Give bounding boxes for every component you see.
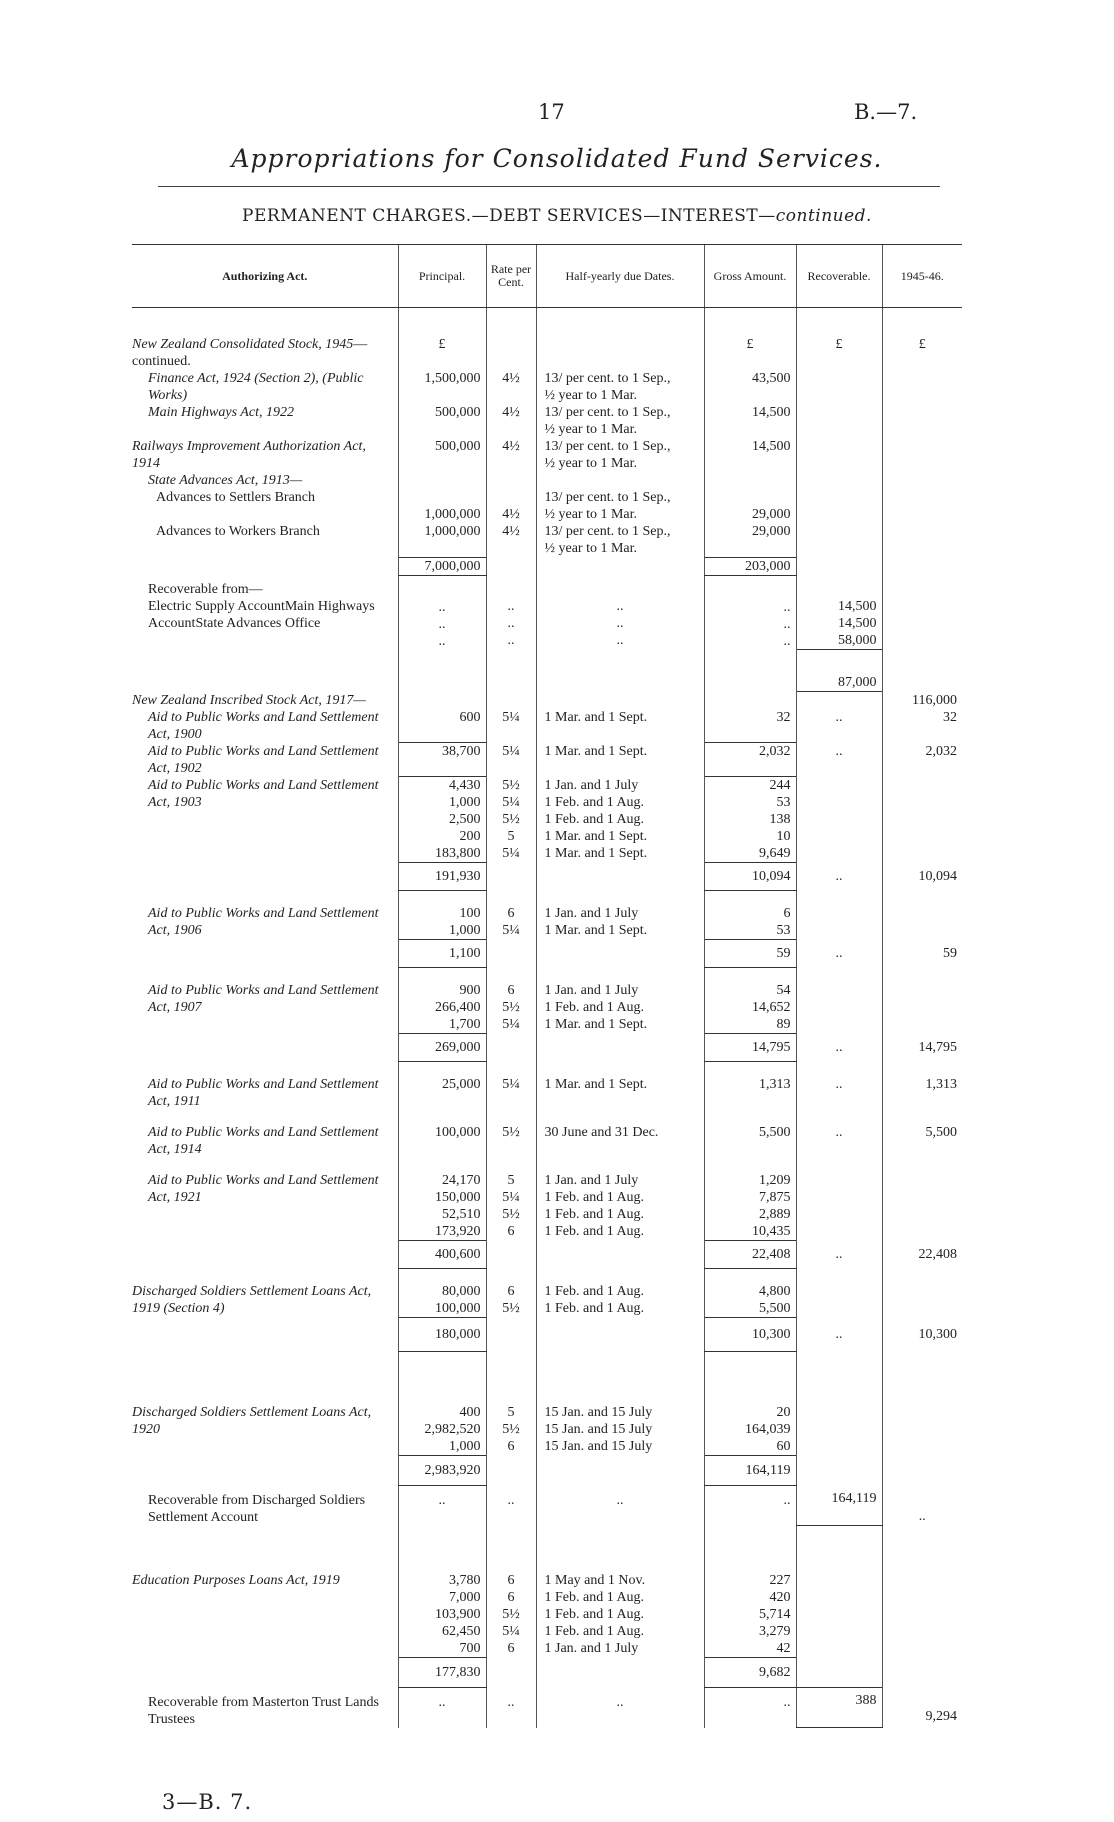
nzis-act: Education Purposes Loans Act, 1919	[132, 1573, 340, 1588]
table-row: Aid to Public Works and Land Settlement Act, 1907 900 266,400 1,700 6 5½ 5¼ 1 Jan. and 1 July 1 Feb. and 1 Aug. 1 Mar. and 1 Sept. 54 14,652 89	[132, 982, 962, 1034]
nzis-title: New Zealand Inscribed Stock Act, 1917—	[132, 692, 366, 708]
currency-symbol: £	[796, 336, 882, 370]
table-total-row: 1,100 59 .. 59	[132, 940, 962, 968]
table-row	[132, 404, 962, 438]
table-row: Recoverable from— Electric Supply AccountMain Highways AccountState Advances Office .. .. .. .. .. .. .. .. .. .. .. .. 14,500 14,500 58,000	[132, 575, 962, 650]
recoverable-amount: 14,500	[838, 599, 877, 614]
year-amount: 1,313	[882, 1076, 962, 1110]
table-row: Discharged Soldiers Settlement Loans Act, 1919 (Section 4) 80,000 100,000 6 5½ 1 Feb. and 1 Aug. 1 Feb. and 1 Aug. 4,800 5,500	[132, 1283, 962, 1318]
nzcs-title: New Zealand Consolidated Stock, 1945	[132, 337, 354, 352]
nzis-act: Aid to Public Works and Land Settlement Act, 1902	[148, 743, 379, 776]
table-row	[132, 336, 962, 370]
table-row: Recoverable from Discharged Soldiers Settlement Account .. .. .. .. 164,119 ..	[132, 1486, 962, 1526]
recoverable-amount: 58,000	[838, 633, 877, 648]
year-amount: 2,032	[882, 743, 962, 777]
year-amount: 10,094	[882, 863, 962, 891]
recoverable-heading: Recoverable from—	[148, 582, 263, 597]
due-date: 13/ per cent. to 1 Sep.,	[544, 371, 671, 386]
page-reference: B.—7.	[854, 100, 918, 124]
rate: 4½	[486, 523, 536, 557]
rate: 5¼	[486, 709, 536, 743]
principal: 1,000,000	[398, 472, 486, 523]
principal-total: 7,000,000	[398, 557, 486, 575]
col-header-dates: Half-yearly due Dates.	[536, 245, 704, 308]
gross-total: 59	[704, 940, 796, 968]
principal-total: 400,600	[398, 1241, 486, 1269]
recoverable-amount: 388	[796, 1688, 882, 1728]
year-amount: 10,300	[882, 1318, 962, 1352]
gross-total: 9,682	[704, 1658, 796, 1688]
nzcs-act: Advances to Settlers Branch	[156, 490, 316, 505]
recoverable-item: Electric Supply Account	[148, 599, 285, 614]
nzis-act: Aid to Public Works and Land Settlement Act, 1911	[148, 1077, 379, 1109]
recoverable-masterton: Recoverable from Masterton Trust Lands Trustees	[148, 1694, 379, 1727]
table-row: Aid to Public Works and Land Settlement Act, 1903 4,430 1,000 2,500 200 183,800 5½ 5¼ 5½ 5 5¼ 1 Jan. and 1 July 1 Feb. and 1 Aug. 1 Feb. and 1 Aug. 1 Mar. and 1 Sept. 1 Mar. and 1 Sept. 244 53 138 10 9,649	[132, 777, 962, 863]
table-row	[132, 438, 962, 472]
rate: 4½	[486, 404, 536, 438]
due-date: 13/ per cent. to 1 Sep.,	[544, 439, 671, 454]
title-rule	[158, 186, 940, 187]
year-amount: 5,500	[882, 1124, 962, 1158]
gross-total: 22,408	[704, 1241, 796, 1269]
principal: 38,700	[398, 743, 486, 777]
nzcs-act: Finance Act, 1924 (Section 2), (Public Works)	[148, 371, 364, 403]
principal: 600	[398, 709, 486, 743]
rate: 5½	[486, 1124, 536, 1158]
gross-amount: 29,000	[704, 523, 796, 557]
page-title: Appropriations for Consolidated Fund Services.	[231, 144, 883, 173]
gross-amount: 5,500	[704, 1124, 796, 1158]
currency-symbol: £	[398, 336, 486, 370]
nzcs-act: Main Highways Act, 1922	[148, 405, 294, 420]
table-row: Aid to Public Works and Land Settlement Act, 1914 100,000 5½ 30 June and 31 Dec. 5,500 .. 5,500	[132, 1124, 962, 1158]
due-date: ½ year to 1 Mar.	[544, 422, 638, 437]
rate: 4½	[486, 438, 536, 472]
table-row: Discharged Soldiers Settlement Loans Act, 1920 400 2,982,520 1,000 5 5½ 6 15 Jan. and 15 July 15 Jan. and 15 July 15 Jan. and 15 July 20 164,039 60	[132, 1404, 962, 1456]
state-advances-heading: State Advances Act, 1913—	[148, 473, 303, 488]
currency-symbol: £	[704, 336, 796, 370]
rate: 4½	[486, 370, 536, 404]
rate: 4½	[486, 472, 536, 523]
principal-total: 180,000	[398, 1318, 486, 1352]
gross-amount: 1,313	[704, 1076, 796, 1110]
col-header-act: Authorizing Act.	[132, 245, 398, 308]
currency-symbol: £	[882, 336, 962, 370]
nzcs-act: Railways Improvement Authorization Act, 1914	[132, 439, 366, 471]
table-row: Aid to Public Works and Land Settlement Act, 1906 100 1,000 6 5¼ 1 Jan. and 1 July 1 Mar. and 1 Sept. 6 53	[132, 905, 962, 940]
year-amount: 9,294	[882, 1688, 962, 1728]
table-row: Education Purposes Loans Act, 1919 3,780 7,000 103,900 62,450 700 6 6 5½ 5¼ 6 1 May and 1 Nov. 1 Feb. and 1 Aug. 1 Feb. and 1 Aug. 1 Feb. and 1 Aug. 1 Jan. and 1 July 227 420 5,714 3,279 42	[132, 1572, 962, 1658]
gross-total: 14,795	[704, 1034, 796, 1062]
due-date: ½ year to 1 Mar.	[544, 388, 638, 403]
gross-amount: 2,032	[704, 743, 796, 777]
col-header-gross: Gross Amount.	[704, 245, 796, 308]
due-date: 13/ per cent. to 1 Sep.,	[544, 405, 671, 420]
table-row: Recoverable from Masterton Trust Lands Trustees .. .. .. .. 388 9,294	[132, 1688, 962, 1728]
gross-total: 10,094	[704, 863, 796, 891]
recoverable-total: 87,000	[796, 650, 882, 692]
appropriations-table	[132, 244, 962, 1728]
table-total-row: 400,600 22,408 .. 22,408	[132, 1241, 962, 1269]
year-amount: 32	[882, 709, 962, 743]
due-date: ½ year to 1 Mar.	[544, 456, 638, 471]
gross-amount: 43,500	[704, 370, 796, 404]
recoverable-amount: 14,500	[838, 616, 877, 631]
col-header-year: 1945-46.	[882, 245, 962, 308]
col-header-principal: Principal.	[398, 245, 486, 308]
gross-amount: 14,500	[704, 438, 796, 472]
table-total-row	[132, 557, 962, 575]
table-header-row	[132, 245, 962, 308]
principal-total: 269,000	[398, 1034, 486, 1062]
nzis-act: Aid to Public Works and Land Settlement Act, 1900	[148, 709, 379, 742]
year-amount: 14,795	[882, 1034, 962, 1062]
page-footer: 3—B. 7.	[162, 1790, 253, 1814]
table-row: Aid to Public Works and Land Settlement Act, 1900 600 5¼ 1 Mar. and 1 Sept. 32 .. 32	[132, 709, 962, 743]
nzis-act: Discharged Soldiers Settlement Loans Act, 1920	[132, 1405, 372, 1437]
table-total-row	[132, 1456, 962, 1486]
gross-total: 10,300	[704, 1318, 796, 1352]
table-total-row	[132, 1658, 962, 1688]
principal-total: 1,100	[398, 940, 486, 968]
table-row	[132, 472, 962, 523]
table-total-row: 269,000 14,795 .. 14,795	[132, 1034, 962, 1062]
due-date: ½ year to 1 Mar.	[544, 541, 638, 556]
gross-amount: 32	[704, 709, 796, 743]
principal: 1,000,000	[398, 523, 486, 557]
nzis-act: Aid to Public Works and Land Settlement Act, 1906	[148, 906, 379, 938]
nzcs-act: Advances to Workers Branch	[156, 524, 320, 539]
due-date: 1 Mar. and 1 Sept.	[536, 709, 704, 743]
col-header-recoverable: Recoverable.	[796, 245, 882, 308]
subtitle-main: PERMANENT CHARGES.—DEBT SERVICES—INTEREST	[242, 206, 759, 226]
recoverable-dssa: Recoverable from Discharged Soldiers Settlement Account	[148, 1492, 366, 1525]
principal-total: 2,983,920	[398, 1456, 486, 1486]
table-row: Aid to Public Works and Land Settlement Act, 1911 25,000 5¼ 1 Mar. and 1 Sept. 1,313 .. 1,313	[132, 1076, 962, 1110]
table-row: Aid to Public Works and Land Settlement Act, 1902 38,700 5¼ 1 Mar. and 1 Sept. 2,032 .. 2,032	[132, 743, 962, 777]
year-amount: 22,408	[882, 1241, 962, 1269]
recoverable-item: State Advances Office	[195, 616, 321, 631]
page-number: 17	[538, 100, 565, 124]
due-date: 1 Mar. and 1 Sept.	[536, 743, 704, 777]
nzis-act: Aid to Public Works and Land Settlement Act, 1921	[148, 1173, 379, 1205]
gross-amount: 14,500	[704, 404, 796, 438]
table-row	[132, 692, 962, 709]
table-row	[132, 370, 962, 404]
principal: 1,500,000	[398, 370, 486, 404]
table-row: Aid to Public Works and Land Settlement Act, 1921 24,170 150,000 52,510 173,920 5 5¼ 5½ 6 1 Jan. and 1 July 1 Feb. and 1 Aug. 1 Feb. and 1 Aug. 1 Feb. and 1 Aug. 1,209 7,875 2,889 10,435	[132, 1172, 962, 1241]
due-date: 13/ per cent. to 1 Sep.,	[544, 490, 671, 505]
principal: 100,000	[398, 1124, 486, 1158]
gross-total: 203,000	[704, 557, 796, 575]
gross-amount: 29,000	[704, 472, 796, 523]
year-total: 116,000	[882, 692, 962, 709]
principal: 500,000	[398, 404, 486, 438]
table-row	[132, 523, 962, 557]
rate: 5¼	[486, 743, 536, 777]
principal-total: 177,830	[398, 1658, 486, 1688]
table-total-row	[132, 650, 962, 692]
principal: 25,000	[398, 1076, 486, 1110]
nzis-act: Aid to Public Works and Land Settlement Act, 1903	[148, 777, 379, 810]
due-date: 1 Mar. and 1 Sept.	[536, 1076, 704, 1110]
principal: 500,000	[398, 438, 486, 472]
due-date: 13/ per cent. to 1 Sep.,	[544, 524, 671, 539]
due-date: ½ year to 1 Mar.	[544, 507, 638, 522]
page-subtitle	[0, 206, 1114, 226]
year-amount: 59	[882, 940, 962, 968]
table-total-row: 191,930 10,094 .. 10,094	[132, 863, 962, 891]
principal-total: 191,930	[398, 863, 486, 891]
nzis-act: Discharged Soldiers Settlement Loans Act, 1919 (Section 4)	[132, 1284, 372, 1316]
recoverable-item: Main Highways Account	[148, 599, 375, 631]
col-header-rate: Rate per Cent.	[486, 245, 536, 308]
table-total-row: 180,000 10,300 .. 10,300	[132, 1318, 962, 1352]
rate: 5¼	[486, 1076, 536, 1110]
gross-total: 164,119	[704, 1456, 796, 1486]
subtitle-continued: —continued.	[758, 206, 872, 226]
nzis-act: Aid to Public Works and Land Settlement Act, 1907	[148, 983, 379, 1015]
recoverable-amount: 164,119	[796, 1486, 882, 1526]
nzcs-continued: —continued.	[132, 337, 368, 369]
nzis-act: Aid to Public Works and Land Settlement Act, 1914	[148, 1125, 379, 1157]
due-date: 30 June and 31 Dec.	[536, 1124, 704, 1158]
